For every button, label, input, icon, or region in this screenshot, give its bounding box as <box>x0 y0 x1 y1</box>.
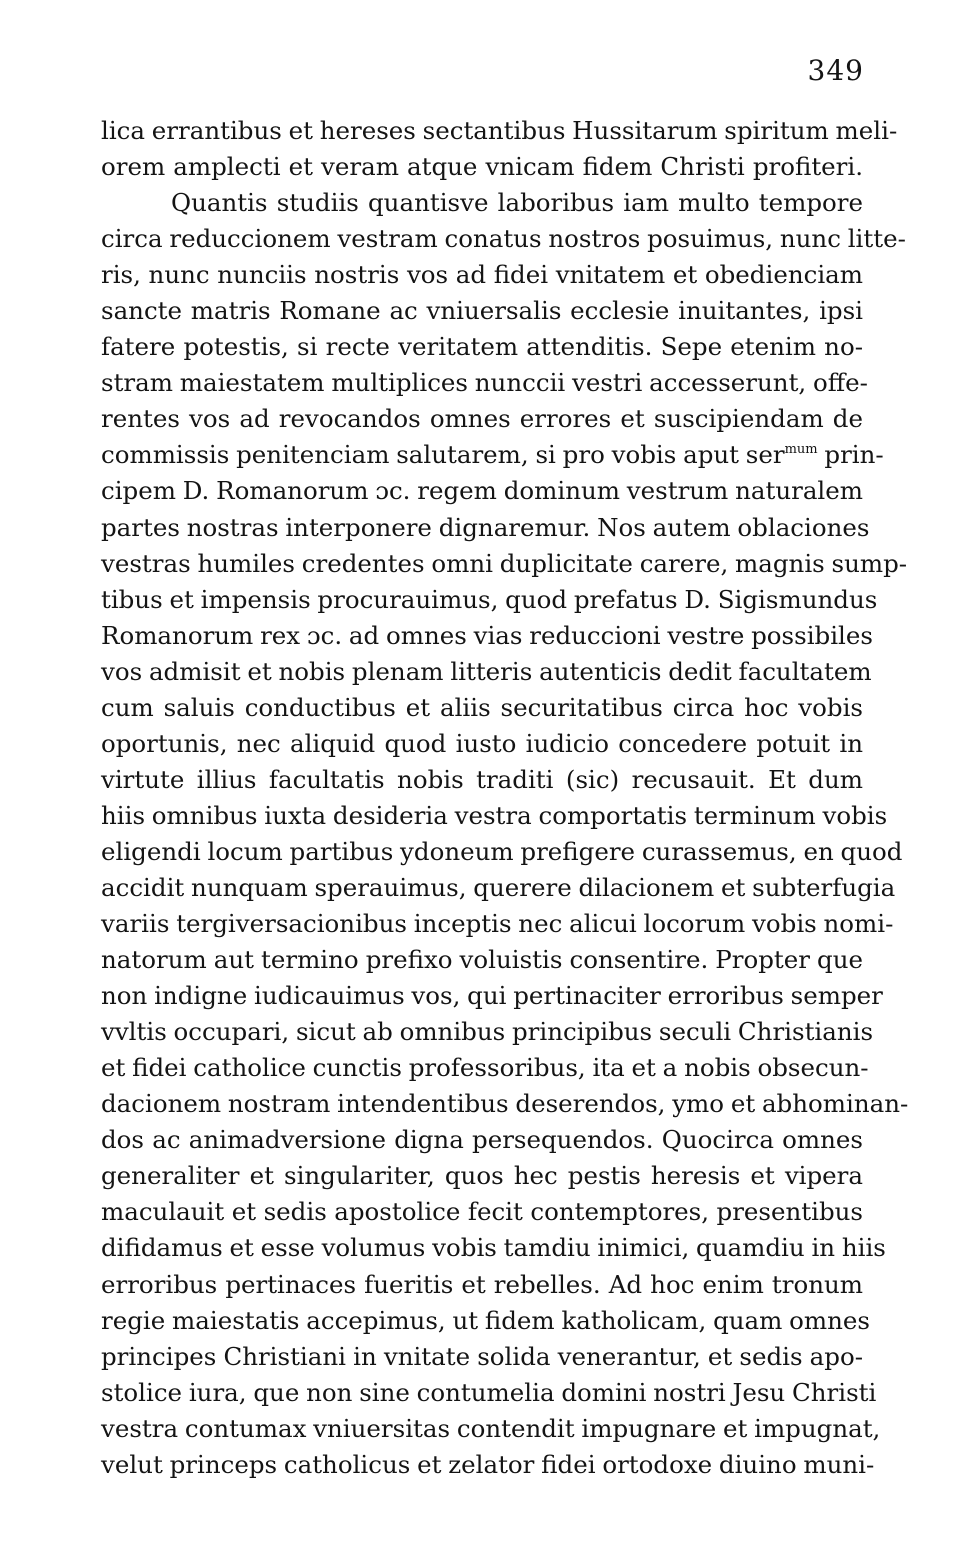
text-line: partes nostras interponere dignaremur. Nos autem oblaciones <box>101 512 870 542</box>
text-line: variis tergiversacionibus inceptis nec alicui locorum vobis nomi- <box>101 909 894 939</box>
text-line: hiis omnibus iuxta desideria vestra comportatis terminum vobis <box>101 800 888 830</box>
text-line-with-superscript <box>101 437 884 473</box>
line-tail: prin- <box>824 440 884 470</box>
text-line: ris, nunc nunciis nostris vos ad fidei vnitatem et obedienciam <box>101 260 863 290</box>
text-line: non indigne iudicauimus vos, qui pertinaciter erroribus semper <box>101 981 883 1011</box>
text-line: erroribus pertinaces fueritis et rebelles. Ad hoc enim tronum <box>101 1269 863 1299</box>
text-line: virtute illius facultatis nobis traditi (sic) recusauit. Et dum <box>101 764 863 794</box>
text-line: rentes vos ad revocandos omnes errores et suscipiendam de <box>101 404 863 434</box>
text-line: tibus et impensis procurauimus, quod prefatus D. Sigismundus <box>101 584 878 614</box>
text-line: vestras humiles credentes omni duplicitate carere, magnis sump- <box>101 548 908 578</box>
text-line: dacionem nostram intendentibus deserendos, ymo et abhominan- <box>101 1089 909 1119</box>
line-text: commissis penitenciam salutarem, si pro vobis aput ser <box>101 440 785 470</box>
superscript-abbreviation: mum <box>784 442 818 458</box>
text-line: difidamus et esse volumus vobis tamdiu inimici, quamdiu in hiis <box>101 1233 886 1263</box>
body-text <box>101 113 909 1483</box>
text-line: cum saluis conductibus et aliis securitatibus circa hoc vobis <box>101 692 863 722</box>
text-line: accidit nunquam sperauimus, querere dilacionem et subterfugia <box>101 872 896 902</box>
page-number: 349 <box>807 54 864 87</box>
text-line: orem amplecti et veram atque vnicam fidem Christi profiteri. <box>101 152 863 182</box>
text-line: fatere potestis, si recte veritatem attenditis. Sepe etenim no- <box>101 332 863 362</box>
text-line: vvltis occupari, sicut ab omnibus principibus seculi Christianis <box>101 1017 874 1047</box>
text-line: oportunis, nec aliquid quod iusto iudicio concedere potuit in <box>101 728 863 758</box>
text-line: generaliter et singulariter, quos hec pestis heresis et vipera <box>101 1161 863 1191</box>
text-line: velut princeps catholicus et zelator fidei ortodoxe diuino muni- <box>101 1449 875 1479</box>
text-line: circa reduccionem vestram conatus nostros posuimus, nunc litte- <box>101 224 906 254</box>
text-line: regie maiestatis accepimus, ut fidem katholicam, quam omnes <box>101 1305 870 1335</box>
text-line: lica errantibus et hereses sectantibus Hussitarum spiritum meli- <box>101 116 898 145</box>
text-line: maculauit et sedis apostolice fecit contemptores, presentibus <box>101 1197 863 1227</box>
text-line: stolice iura, que non sine contumelia domini nostri Jesu Christi <box>101 1377 877 1407</box>
text-line: cipem D. Romanorum ɔc. regem dominum vestrum naturalem <box>101 476 863 506</box>
text-line: vestra contumax vniuersitas contendit impugnare et impugnat, <box>101 1413 881 1443</box>
text-line: eligendi locum partibus ydoneum prefigere curassemus, en quod <box>101 836 903 866</box>
text-line: Romanorum rex ɔc. ad omnes vias reduccioni vestre possibiles <box>101 620 873 650</box>
text-line: principes Christiani in vnitate solida venerantur, et sedis apo- <box>101 1341 863 1371</box>
paragraph-first-line: Quantis studiis quantisve laboribus iam multo tempore <box>171 188 863 218</box>
text-line: natorum aut termino prefixo voluistis consentire. Propter que <box>101 945 863 975</box>
text-line: et fidei catholice cunctis professoribus, ita et a nobis obsecun- <box>101 1053 869 1083</box>
text-line: stram maiestatem multiplices nunccii vestri accesserunt, offe- <box>101 368 868 398</box>
text-line: vos admisit et nobis plenam litteris autenticis dedit facultatem <box>101 656 872 686</box>
text-line: dos ac animadversione digna persequendos. Quocirca omnes <box>101 1125 863 1155</box>
text-line: sancte matris Romane ac vniuersalis ecclesie inuitantes, ipsi <box>101 296 863 326</box>
